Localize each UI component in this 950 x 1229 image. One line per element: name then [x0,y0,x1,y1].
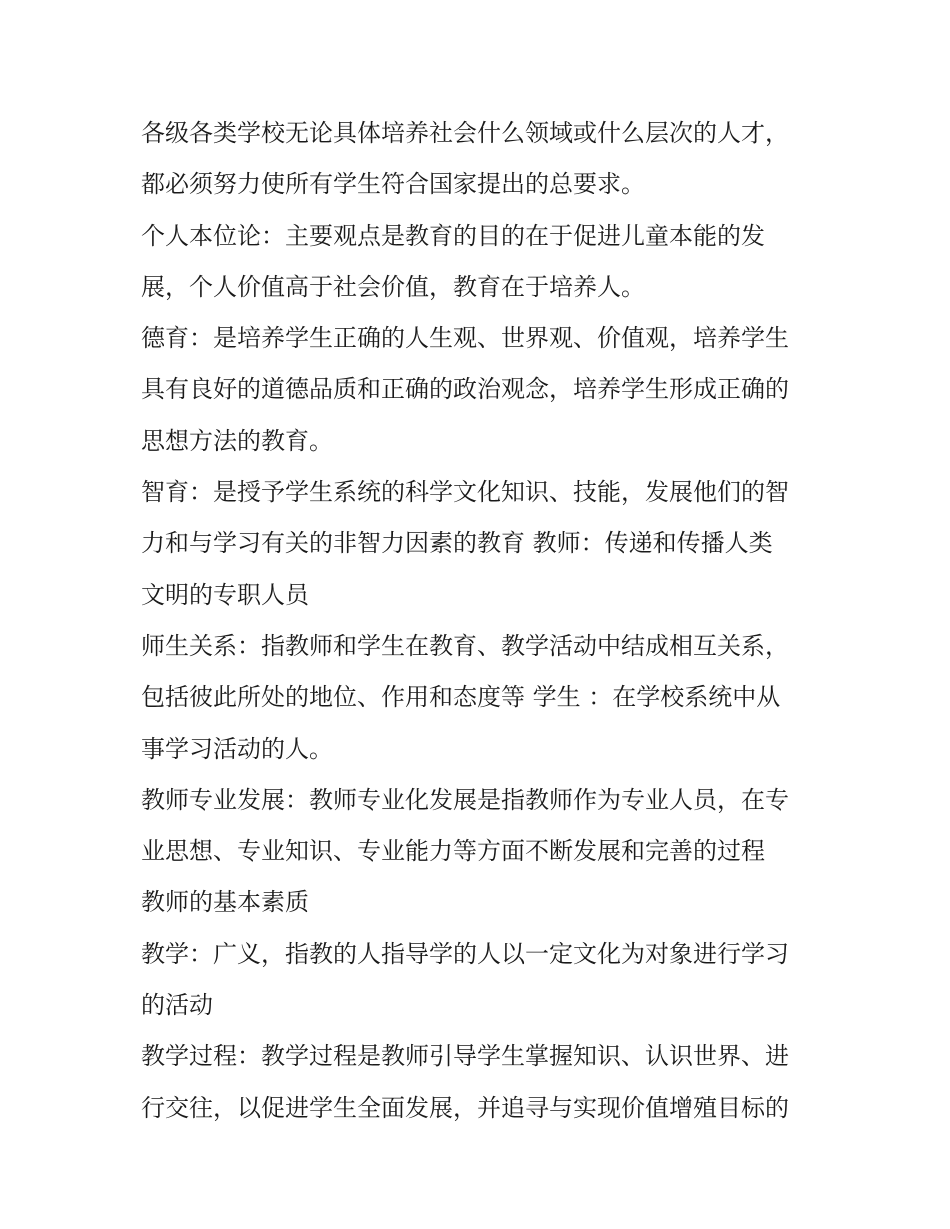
text-line: 事学习活动的人。 [141,734,333,763]
text-line: 个人本位论：主要观点是教育的目的在于促进儿童本能的发 [141,221,765,250]
text-line: 的活动 [141,991,213,1020]
text-line: 行交往，以促进学生全面发展，并追寻与实现价值增殖目标的 [141,1093,789,1122]
text-line: 师生关系：指教师和学生在教育、教学活动中结成相互关系， [141,631,789,660]
text-line: 展，个人价值高于社会价值，教育在于培养人。 [141,272,645,301]
text-line: 德育：是培养学生正确的人生观、世界观、价值观，培养学生 [141,324,789,353]
text-line: 具有良好的道德品质和正确的政治观念，培养学生形成正确的 [141,375,789,404]
text-line: 教师的基本素质 [141,888,309,917]
text-line: 力和与学习有关的非智力因素的教育 教师：传递和传播人类 [141,529,773,558]
text-line: 业思想、专业知识、专业能力等方面不断发展和完善的过程 [141,837,765,866]
text-line: 教师专业发展：教师专业化发展是指教师作为专业人员，在专 [141,785,789,814]
text-line: 包括彼此所处的地位、作用和态度等 学生 ：在学校系统中从 [141,683,781,712]
text-line: 思想方法的教育。 [141,426,333,455]
document-text-body [141,108,831,1134]
text-line: 智育：是授予学生系统的科学文化知识、技能，发展他们的智 [141,478,789,507]
text-line: 教学：广义，指教的人指导学的人以一定文化为对象进行学习 [141,939,789,968]
text-line: 都必须努力使所有学生符合国家提出的总要求。 [141,170,645,199]
text-line: 各级各类学校无论具体培养社会什么领域或什么层次的人才， [141,119,789,147]
text-line: 教学过程：教学过程是教师引导学生掌握知识、认识世界、进 [141,1042,789,1071]
text-line: 文明的专职人员 [141,580,309,609]
